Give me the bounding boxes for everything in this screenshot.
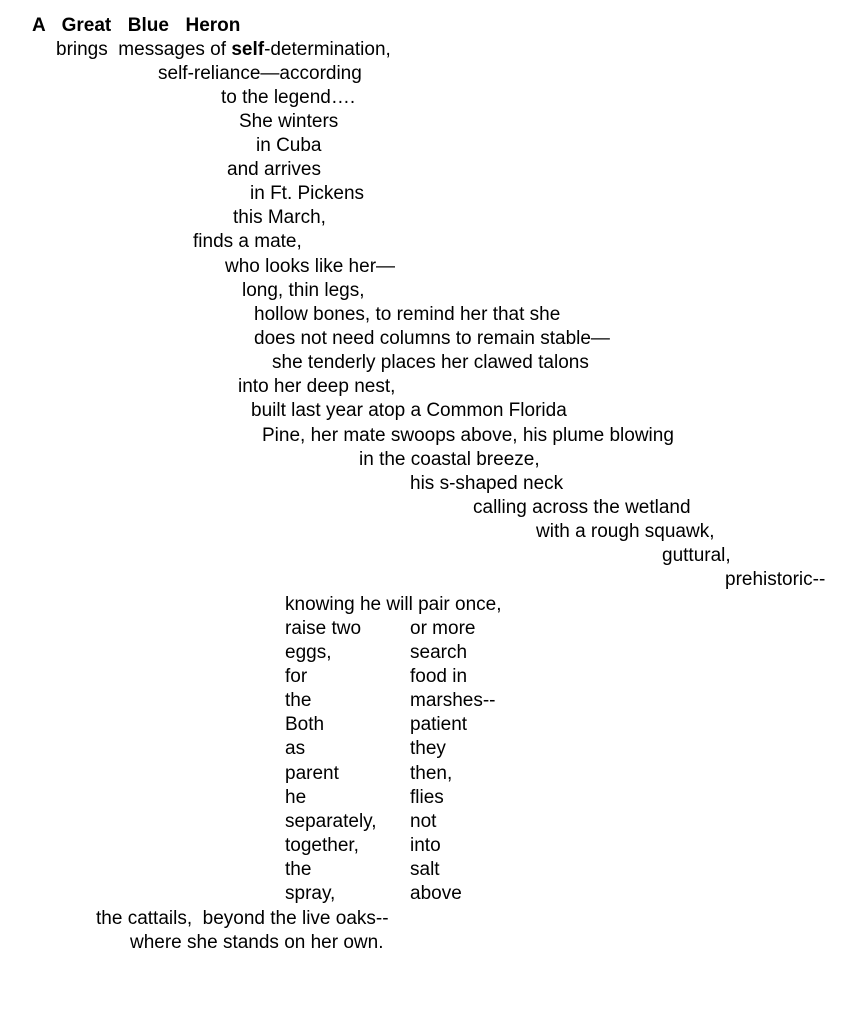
poem-line-11: long, thin legs, [242, 280, 365, 301]
poem-line-7: in Ft. Pickens [250, 183, 365, 204]
poem-line-19: his s-shaped neck [410, 473, 564, 494]
right-column-line: search [410, 642, 468, 663]
poem-line-10: who looks like her— [225, 256, 396, 277]
left-column-line: parent [285, 763, 339, 784]
right-column-line: salt [410, 859, 440, 880]
poem-line-1 [56, 39, 391, 61]
poem-line-5: in Cuba [256, 135, 322, 156]
poem-line-15: into her deep nest, [238, 376, 396, 397]
left-column-line: for [285, 666, 308, 687]
left-column-line: Both [285, 714, 325, 735]
poem-line-1-bold: self [231, 39, 265, 60]
poem-line-18: in the coastal breeze, [359, 449, 540, 470]
left-column-line: as [285, 738, 306, 759]
right-column-line: not [410, 811, 437, 832]
left-column-line: together, [285, 835, 359, 856]
poem-line-14: she tenderly places her clawed talons [272, 352, 589, 373]
right-column-line: food in [410, 666, 468, 687]
right-column-line: into [410, 835, 441, 856]
left-column-line: he [285, 787, 307, 808]
poem-line-6: and arrives [227, 159, 321, 180]
left-column-line: the [285, 690, 312, 711]
poem-line-22: guttural, [662, 545, 731, 566]
poem-line-12: hollow bones, to remind her that she [254, 304, 561, 325]
left-column-line: eggs, [285, 642, 332, 663]
poem-line-21: with a rough squawk, [536, 521, 715, 542]
right-column-line: then, [410, 763, 453, 784]
poem-line-24: knowing he will pair once, [285, 594, 502, 615]
right-column-line: they [410, 738, 446, 759]
poem-line-17: Pine, her mate swoops above, his plume blowing [262, 425, 674, 446]
poem-line-20: calling across the wetland [473, 497, 691, 518]
poem-line-8: this March, [233, 207, 326, 228]
poem-line-4: She winters [239, 111, 339, 132]
poem-line-1-post: -determination, [264, 39, 391, 60]
right-column-line: flies [410, 787, 444, 808]
poem-line-2: self-reliance—according [158, 63, 362, 84]
right-column-line: patient [410, 714, 468, 735]
poem-line-16: built last year atop a Common Florida [251, 400, 567, 421]
left-column-line: raise two [285, 618, 362, 639]
left-column-line: spray, [285, 883, 336, 904]
poem-line-9: finds a mate, [193, 231, 302, 252]
poem-line-3: to the legend…. [221, 87, 356, 108]
poem-line-38: where she stands on her own. [130, 932, 384, 953]
right-column-line: above [410, 883, 462, 904]
left-column-line: the [285, 859, 312, 880]
poem-line-23: prehistoric-- [725, 569, 826, 590]
poem-line-13: does not need columns to remain stable— [254, 328, 610, 349]
poem-line-37: the cattails, beyond the live oaks-- [96, 908, 389, 929]
left-column-line: separately, [285, 811, 377, 832]
right-column-line: marshes-- [410, 690, 496, 711]
poem-title: A Great Blue Heron [32, 15, 241, 36]
poem-line-1-pre: brings messages of [56, 39, 232, 60]
right-column-line: or more [410, 618, 476, 639]
